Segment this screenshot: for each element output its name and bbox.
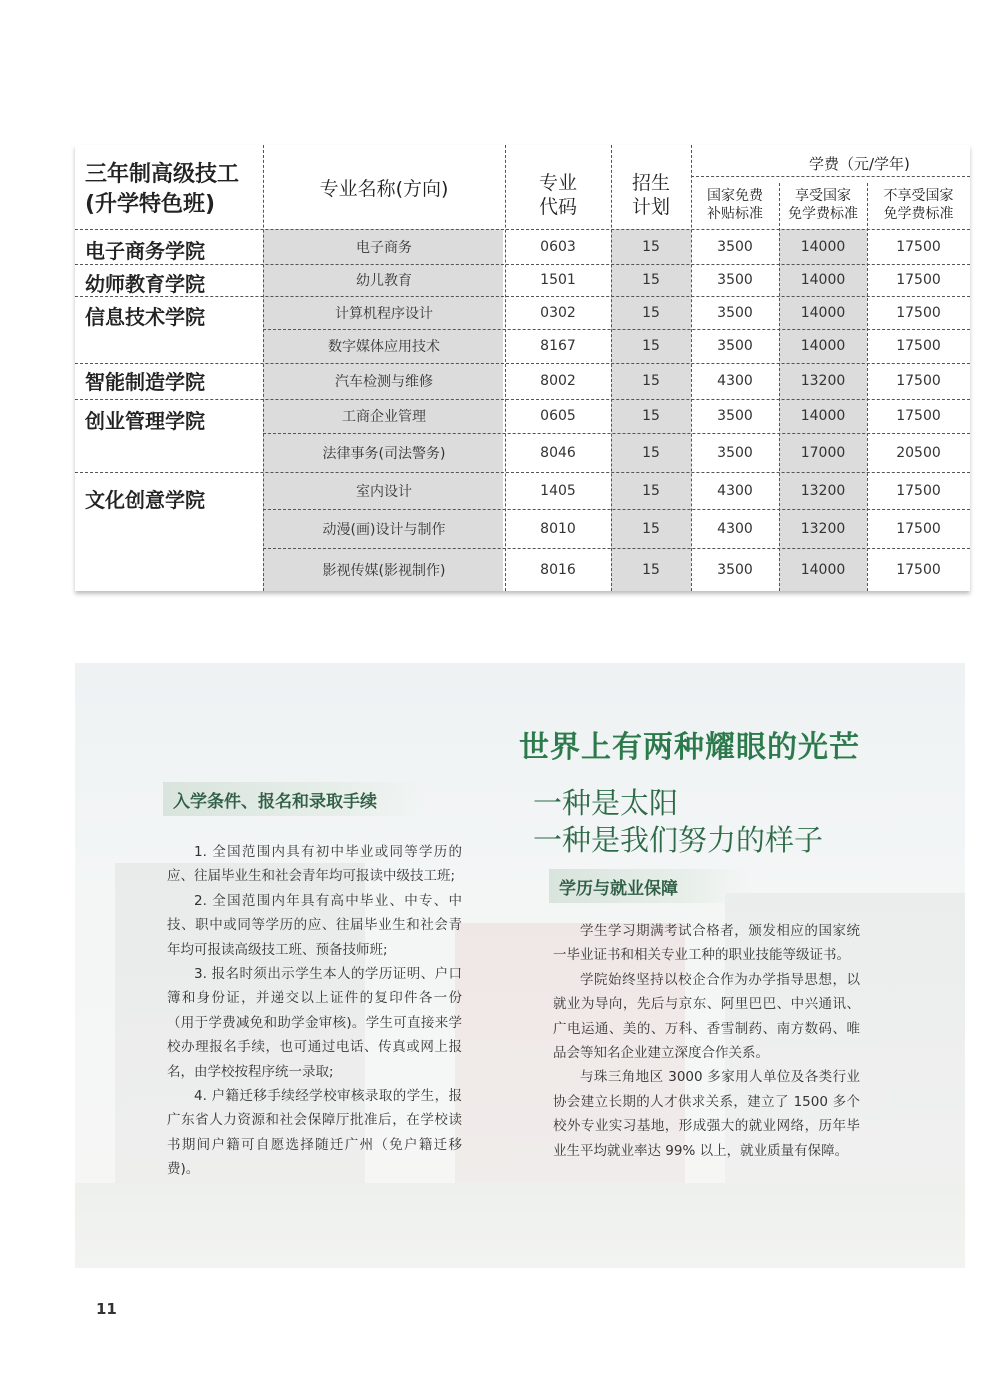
cell-major: 幼儿教育 (356, 273, 412, 289)
header-code-line2: 代码 (538, 196, 577, 218)
cell-fee-standard: 17500 (896, 238, 941, 255)
header-fee-sub3-line1: 不享受国家 (883, 188, 954, 204)
cell-major: 室内设计 (356, 483, 412, 500)
cell-plan: 15 (642, 561, 660, 578)
department-culture: 文化创意学院 (85, 488, 205, 512)
cell-fee-exempt: 14000 (800, 304, 846, 321)
cell-fee-standard: 17500 (896, 272, 941, 288)
cell-major: 汽车检测与维修 (335, 374, 433, 390)
admission-paragraph: 4. 户籍迁移手续经学校审核录取的学生，报广东省人力资源和社会保障厅批准后，在学校读书期间户籍可自愿选择随迁广州（免户籍迁移费)。 (167, 1088, 462, 1178)
employment-paragraph: 学院始终坚持以校企合作为办学指导思想，以就业为导向，先后与京东、阿里巴巴、中兴通讯、广电运通、美的、万科、香雪制药、南方数码、唯品会等知名企业建立深度合作关系。 (553, 971, 860, 1062)
cell-fee-subsidy: 3500 (717, 444, 753, 461)
header-fee-sub3-line2: 免学费标准 (883, 206, 954, 222)
header-fee-sub2 (779, 185, 867, 225)
cell-fee-subsidy: 3500 (717, 408, 753, 424)
cell-fee-exempt: 13200 (800, 482, 846, 499)
cell-plan: 15 (642, 408, 660, 424)
cell-fee-standard: 17500 (896, 304, 941, 321)
tuition-table (75, 145, 970, 591)
cell-fee-standard: 17500 (896, 561, 941, 578)
cell-code: 8016 (540, 561, 576, 578)
cell-code: 0605 (540, 408, 576, 424)
cell-code: 8167 (540, 338, 576, 354)
header-plan-line1: 招生 (631, 172, 670, 194)
department-business: 创业管理学院 (85, 409, 205, 433)
cell-code: 1405 (540, 482, 576, 499)
header-plan (611, 169, 691, 221)
cell-fee-subsidy: 4300 (717, 373, 753, 389)
cell-fee-exempt: 14000 (800, 408, 846, 424)
cell-plan: 15 (642, 272, 660, 288)
cell-code: 1501 (540, 272, 576, 288)
cell-fee-standard: 17500 (896, 338, 941, 354)
header-fee-sub2-line2: 免学费标准 (788, 206, 858, 222)
cell-major: 数字媒体应用技术 (328, 339, 440, 355)
cell-plan: 15 (642, 304, 660, 321)
department-ecommerce: 电子商务学院 (85, 239, 205, 263)
cell-code: 0302 (540, 304, 576, 321)
cell-major: 工商企业管理 (342, 409, 426, 425)
cell-fee-exempt: 13200 (800, 520, 846, 537)
employment-heading: 学历与就业保障 (549, 869, 749, 903)
slogan-title: 世界上有两种耀眼的光芒 (519, 730, 860, 765)
cell-fee-exempt: 17000 (800, 444, 846, 461)
cell-fee-subsidy: 3500 (717, 272, 753, 288)
admission-paragraph: 3. 报名时须出示学生本人的学历证明、户口簿和身份证，并递交以上证件的复印件各一份（用于学费减免和助学金审核)。学生可直接来学校办理报名手续，也可通过电话、传真或网上报名，由学校按程序统一录取; (167, 966, 462, 1080)
employment-paragraph: 与珠三角地区 3000 多家用人单位及各类行业协会建立长期的人才供求关系，建立了 1500 多个校外专业实习基地，形成强大的就业网络，历年毕业生平均就业率达 99% 以上，就业质量有保障。 (553, 1069, 860, 1159)
admission-text (167, 840, 462, 1182)
cell-fee-standard: 17500 (896, 482, 941, 499)
header-code (505, 169, 611, 221)
department-preschool: 幼师教育学院 (85, 272, 205, 296)
table-title-line2: (升学特色班) (85, 192, 216, 217)
employment-paragraph: 学生学习期满考试合格者，颁发相应的国家统一毕业证书和相关专业工种的职业技能等级证书。 (553, 923, 860, 964)
cell-fee-exempt: 14000 (800, 238, 846, 255)
cell-fee-subsidy: 4300 (717, 482, 753, 499)
header-fee-sub3 (867, 185, 970, 225)
admission-paragraph: 2. 全国范围内年具有高中毕业、中专、中技、职中或同等学历的应、往届毕业生和社会青年均可报读高级技工班、预备技师班; (167, 892, 462, 958)
cell-fee-subsidy: 3500 (717, 561, 753, 578)
cell-major: 计算机程序设计 (335, 305, 433, 322)
header-fee: 学费（元/学年) (809, 154, 910, 173)
cell-major: 电子商务 (356, 239, 412, 256)
cell-plan: 15 (642, 338, 660, 354)
cell-plan: 15 (642, 482, 660, 499)
divider-h (691, 176, 970, 177)
cell-plan: 15 (642, 444, 660, 461)
slogan-line1: 一种是太阳 (533, 786, 679, 820)
cell-fee-exempt: 14000 (800, 561, 846, 578)
department-manufacturing: 智能制造学院 (85, 370, 205, 394)
cell-fee-subsidy: 3500 (717, 338, 753, 354)
cell-fee-exempt: 13200 (800, 373, 846, 389)
header-plan-line2: 计划 (631, 196, 670, 218)
admission-paragraph: 1. 全国范围内具有初中毕业或同等学历的应、往届毕业生和社会青年均可报读中级技工班; (167, 844, 462, 885)
slogan-line2: 一种是我们努力的样子 (533, 823, 824, 857)
cell-fee-standard: 17500 (896, 373, 941, 389)
ground-shape (75, 1183, 965, 1268)
cell-major: 动漫(画)设计与制作 (322, 521, 446, 538)
cell-plan: 15 (642, 238, 660, 255)
cell-fee-subsidy: 3500 (717, 238, 753, 255)
header-code-line1: 专业 (538, 172, 577, 194)
cell-major: 影视传媒(影视制作) (322, 562, 446, 579)
header-major: 专业名称(方向) (319, 178, 449, 200)
cell-code: 8046 (540, 444, 576, 461)
cell-fee-standard: 17500 (896, 520, 941, 537)
header-fee-sub1-line1: 国家免费 (707, 188, 763, 204)
table-title (85, 160, 239, 220)
header-fee-sub1 (691, 185, 779, 225)
cell-fee-standard: 20500 (896, 444, 941, 461)
employment-text (553, 919, 860, 1163)
header-fee-sub2-line1: 享受国家 (795, 188, 851, 204)
cell-fee-subsidy: 4300 (717, 520, 753, 537)
cell-fee-exempt: 14000 (800, 338, 846, 354)
cell-code: 8010 (540, 520, 576, 537)
admission-heading: 入学条件、报名和录取手续 (163, 782, 425, 816)
cell-fee-subsidy: 3500 (717, 304, 753, 321)
department-it: 信息技术学院 (85, 305, 205, 329)
cell-code: 0603 (540, 238, 576, 255)
cell-plan: 15 (642, 373, 660, 389)
cell-fee-standard: 17500 (896, 408, 941, 424)
page-number: 11 (96, 1300, 117, 1318)
cell-major: 法律事务(司法警务) (322, 445, 446, 462)
cell-fee-exempt: 14000 (800, 272, 846, 288)
cell-code: 8002 (540, 373, 576, 389)
header-fee-sub1-line2: 补贴标准 (707, 206, 763, 222)
cell-plan: 15 (642, 520, 660, 537)
table-title-line1: 三年制高级技工 (85, 162, 240, 187)
